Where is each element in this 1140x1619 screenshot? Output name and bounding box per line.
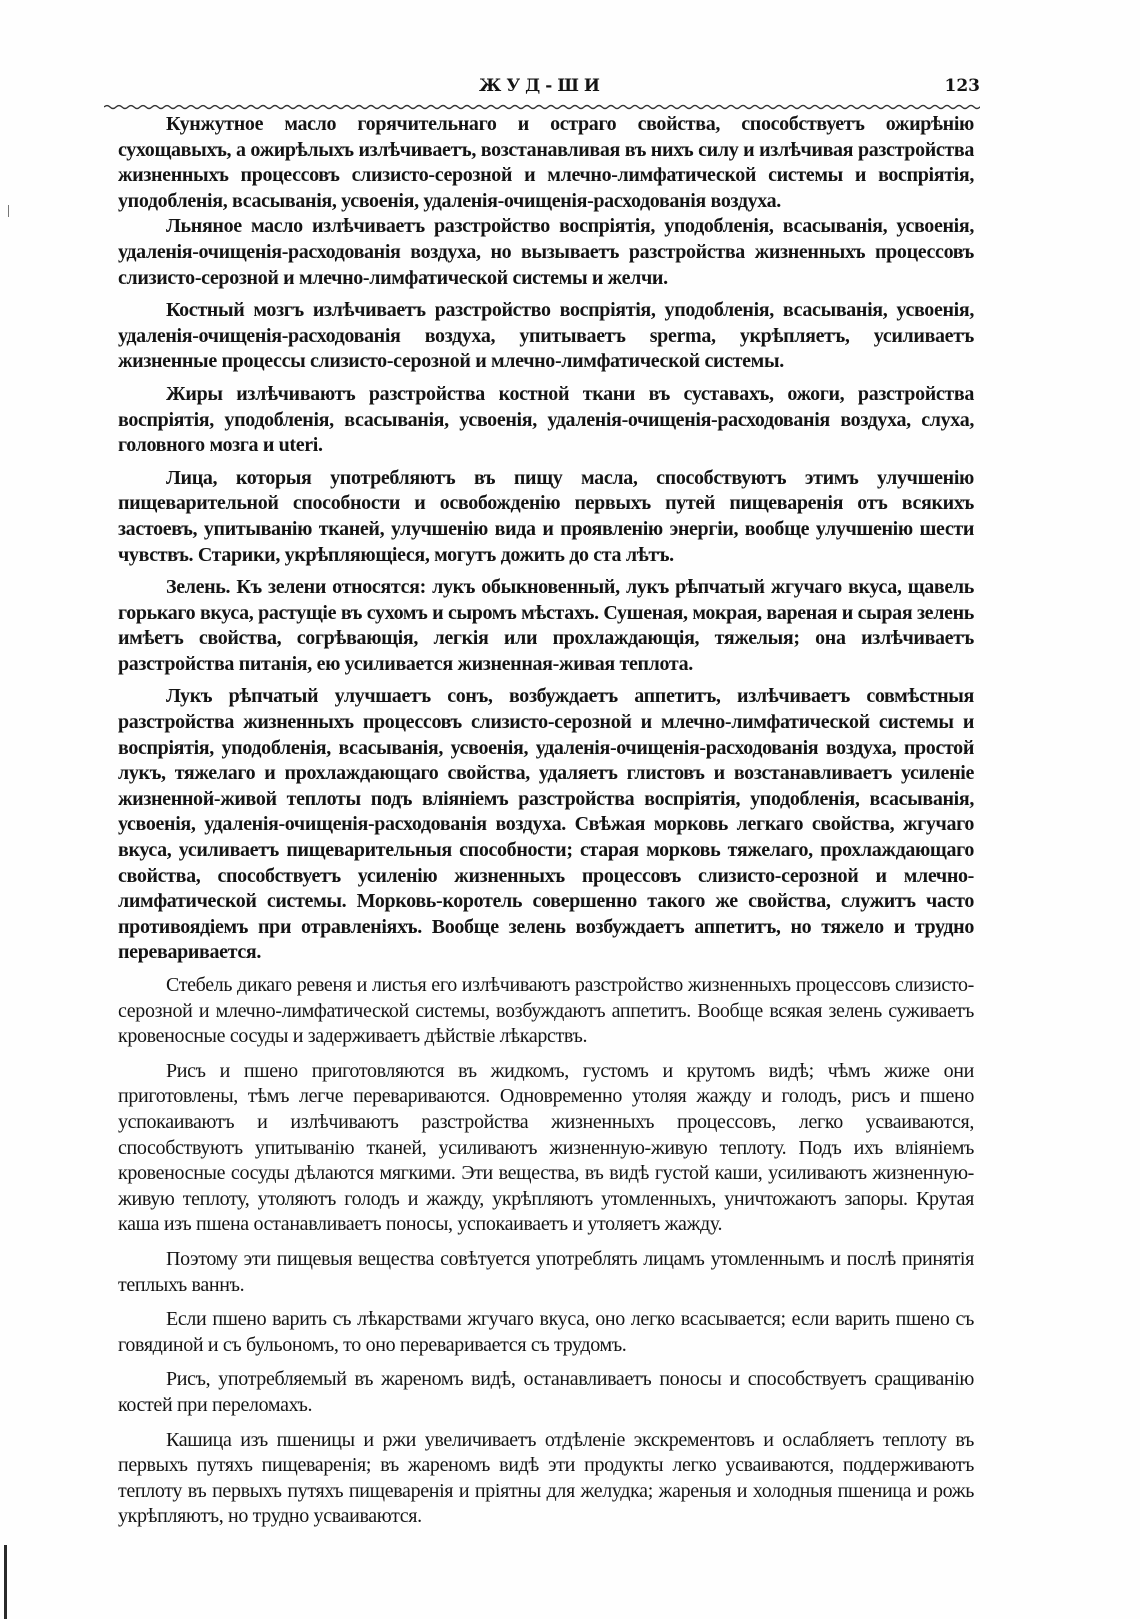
page-header (104, 74, 980, 102)
scan-artifact-mark (8, 205, 9, 217)
wavy-rule-graphic (104, 103, 980, 111)
paragraph-advice: Поэтому эти пищевыя вещества совѣтуется употреблять лицамъ утомленнымъ и послѣ принятія теплыхъ ваннъ. (118, 1247, 974, 1296)
paragraph-wheat-rye: Кашица изъ пшеницы и ржи увеличиваетъ отдѣленіе экскрементовъ и ослабляетъ теплоту въ первыхъ путяхъ пищеваренія; въ жареномъ видѣ эти продукты легко усваиваются, поддерживаютъ теплоту въ первыхъ путяхъ пищеваренія и пріятны для желудка; жареныя и холодныя пшеница и рожь укрѣпляютъ, но трудно усваиваются. (118, 1428, 974, 1528)
running-title: ЖУД-ШИ (479, 76, 605, 96)
paragraph-bone-marrow: Костный мозгъ излѣчиваетъ разстройство воспріятія, уподобленія, всасыванія, усвоенія, удаленія-очищенія-расходованія воздуха, упитываетъ sperma, укрѣпляетъ, усиливаетъ жизненные процессы слизисто-серозной и млечно-лимфатической системы. (118, 299, 974, 373)
scan-edge-shadow (4, 1545, 7, 1619)
paragraph-rhubarb: Стебель дикаго ревеня и листья его излѣчиваютъ разстройство жизненныхъ процессовъ слизисто-серозной и млечно-лимфатической системы, возбуждаютъ аппетитъ. Вообще всякая зелень суживаетъ кровеносные сосуды и задерживаетъ дѣйствіе лѣкарствъ. (118, 974, 974, 1048)
page-number: 123 (944, 76, 980, 96)
paragraph-rice-millet: Рисъ и пшено приготовляются въ жидкомъ, густомъ и крутомъ видѣ; чѣмъ жиже они приготовлены, тѣмъ легче перевариваются. Одновременно утоляя жажду и голодъ, рисъ и пшено успокаиваютъ и излѣчиваютъ разстройства жизненныхъ процессовъ, легко усваиваются, способствуютъ упитыванію тканей, усиливаютъ жизненную-живую теплоту. Подъ ихъ вліяніемъ кровеносные сосуды дѣлаются мягкими. Эти вещества, въ видѣ густой каши, усиливаютъ жизненную-живую теплоту, утоляютъ голодъ и жажду, укрѣпляютъ утомленныхъ, уничтожаютъ запоры. Крутая каша изъ пшена останавливаетъ поносы, успокаиваетъ и утоляетъ жажду. (118, 1059, 974, 1236)
header-wavy-rule (104, 103, 980, 111)
paragraph-onion: Лукъ рѣпчатый улучшаетъ сонъ, возбуждаетъ аппетитъ, излѣчиваетъ совмѣстныя разстройства жизненныхъ процессовъ слизисто-серозной и млечно-лимфатической системы и воспріятія, уподобленія, всасыванія, усвоенія, удаленія-очищенія-расходованія воздуха, простой лукъ, тяжелаго и прохлаждающаго свойства, удаляетъ глистовъ и возстанавливаетъ усиленіе жизненной-живой теплоты подъ вліяніемъ разстройства воспріятія, уподобленія, всасыванія, усвоенія, удаленія-очищенія-расходованія воздуха. Свѣжая морковь легкаго свойства, жгучаго вкуса, усиливаетъ пищеварительныя способности; старая морковь тяжелаго, прохлаждающаго свойства, способствуетъ усиленію жизненныхъ процессовъ слизисто-серозной и млечно-лимфатической системы. Морковь-коротель совершенно такого же свойства, служитъ часто противоядіемъ при отравленіяхъ. Вообще зелень возбуждаетъ аппетитъ, но тяжело и трудно переваривается. (118, 685, 974, 964)
paragraph-linseed-oil: Льняное масло излѣчиваетъ разстройство воспріятія, уподобленія, всасыванія, усвоенія, удаленія-очищенія-расходованія воздуха, но вызываетъ разстройства жизненныхъ процессовъ слизисто-серозной и млечно-лимфатической системы и желчи. (118, 215, 974, 289)
paragraph-sesame-oil: Кунжутное масло горячительнаго и остраго свойства, способствуетъ ожирѣнію сухощавыхъ, а ожирѣлыхъ излѣчиваетъ, возстанавливая въ нихъ силу и излѣчивая разстройства жизненныхъ процессовъ слизисто-серозной и млечно-лимфатической системы и воспріятія, уподобленія, всасыванія, усвоенія, удаленія-очищенія-расходованія воздуха. (118, 113, 974, 212)
paragraph-greens: Зелень. Къ зелени относятся: лукъ обыкновенный, лукъ рѣпчатый жгучаго вкуса, щавель горькаго вкуса, растущіе въ сухомъ и сыромъ мѣстахъ. Сушеная, мокрая, вареная и сырая зелень имѣетъ свойства, согрѣвающія, легкія или прохлаждающія, тяжелыя; она излѣчиваетъ разстройства питанія, ею усиливается жизненная-живая теплота. (118, 576, 974, 675)
paragraph-fats: Жиры излѣчиваютъ разстройства костной ткани въ суставахъ, ожоги, разстройства воспріятія, уподобленія, всасыванія, усвоенія, удаленія-очищенія-расходованія воздуха, слуха, головного мозга и uteri. (118, 382, 974, 457)
paragraph-fried-rice: Рисъ, употребляемый въ жареномъ видѣ, останавливаетъ поносы и способствуетъ сращиванію костей при переломахъ. (118, 1368, 974, 1416)
paragraph-millet-cooking: Если пшено варить съ лѣкарствами жгучаго вкуса, оно легко всасывается; если варить пшено съ говядиной и съ бульономъ, то оно переваривается съ трудомъ. (118, 1308, 974, 1356)
paragraph-oils-users: Лица, которыя употребляютъ въ пищу масла, способствуютъ этимъ улучшенію пищеварительной способности и освобожденію первыхъ путей пищеваренія отъ всякихъ застоевъ, упитыванію тканей, улучшенію вида и проявленію энергіи, вообще улучшенію шести чувствъ. Старики, укрѣпляющіеся, могутъ дожить до ста лѣтъ. (118, 466, 974, 566)
body-text (118, 112, 974, 1530)
